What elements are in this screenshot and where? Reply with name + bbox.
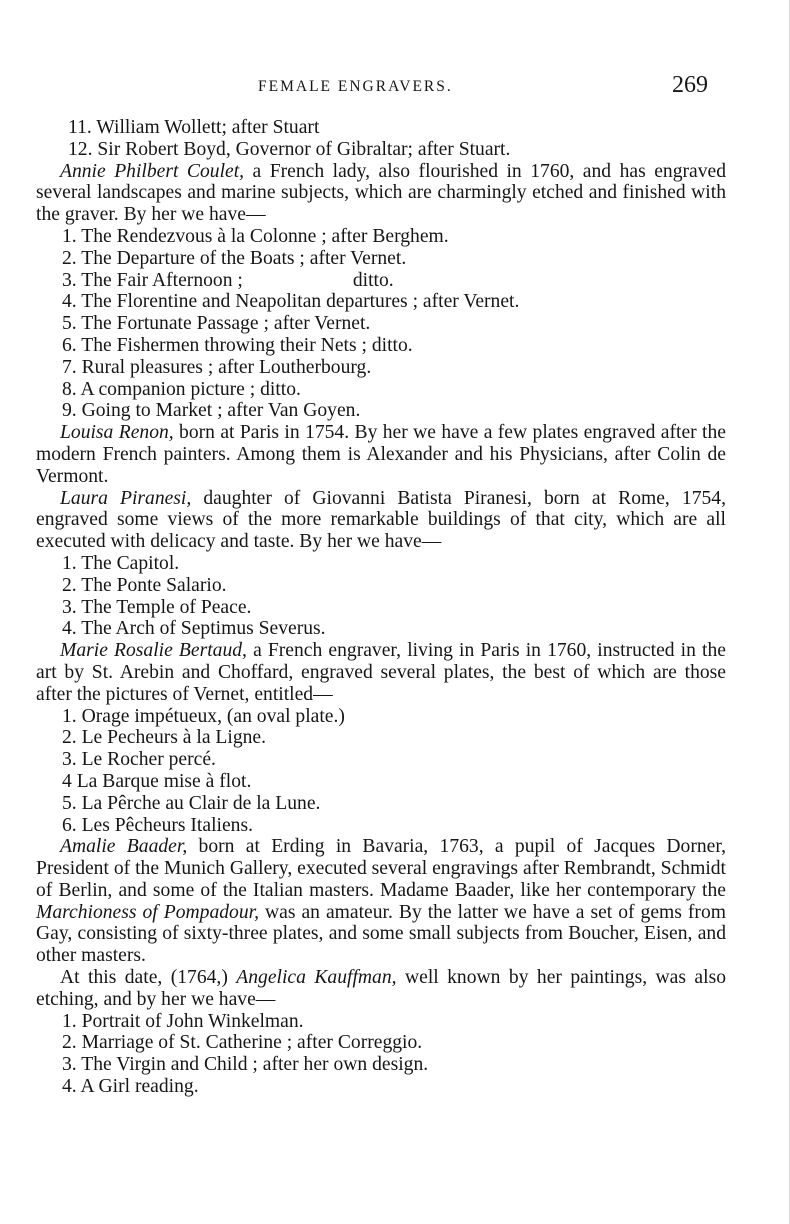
list-item: 2. The Ponte Salario. <box>62 574 227 596</box>
list-item: 2. Le Pecheurs à la Ligne. <box>62 727 267 749</box>
engraver-name: Louisa Renon, <box>60 422 174 444</box>
running-title: FEMALE ENGRAVERS. <box>258 78 453 95</box>
list-item <box>36 270 726 292</box>
paragraph-text: born at Paris in 1754. By her we have a few plates engraved after the modern French painters. Among them is Alexander and his Physicians, after Colin de Vermont. <box>36 422 726 487</box>
list-item: 12. Sir Robert Boyd, Governor of Gibraltar; after Stuart. <box>68 138 511 160</box>
engraver-name: Amalie Baader, <box>60 836 188 858</box>
list-item: 1. The Rendezvous à la Colonne ; after Berghem. <box>62 225 449 247</box>
paragraph-text: a French engraver, living in Paris in 1760, instructed in the art by St. Arebin and Choffard, engraved several plates, the best of which are those after the pictures of Vernet, entitled— <box>36 640 726 705</box>
list-item-text: 3. The Fair Afternoon ; <box>62 269 243 291</box>
paragraph-text: was an amateur. By the latter we have a set of gems from Gay, consisting of sixty-three plates, and some small subjects from Boucher, Eisen, and other masters. <box>36 901 726 967</box>
page-number: 269 <box>672 72 708 98</box>
list-item: 2. The Departure of the Boats ; after Vernet. <box>62 247 407 269</box>
list-item: 6. The Fishermen throwing their Nets ; ditto. <box>62 334 413 356</box>
paragraph-coulet <box>36 161 726 226</box>
paragraph-bertaud <box>36 640 726 705</box>
paragraph-text: daughter of Giovanni Batista Piranesi, born at Rome, 1754, engraved some views of the more remarkable buildings of that city, which are all executed with delicacy and taste. By her we have— <box>36 487 726 553</box>
paragraph-kauffman <box>36 967 726 1011</box>
list-item: 6. Les Pêcheurs Italiens. <box>62 814 253 836</box>
list-item: 8. A companion picture ; ditto. <box>62 378 301 400</box>
paragraph-text: well known by her paintings, was also etching, and by her we have— <box>36 967 726 1010</box>
list-item: 7. Rural pleasures ; after Loutherbourg. <box>62 356 372 378</box>
paragraph-baader <box>36 836 726 967</box>
list-item: 3. The Temple of Peace. <box>62 596 252 618</box>
list-item: 9. Going to Market ; after Van Goyen. <box>62 400 361 422</box>
engraver-name: Marie Rosalie Bertaud, <box>60 640 247 662</box>
list-item: 4 La Barque mise à flot. <box>62 770 252 792</box>
list-item: 5. The Fortunate Passage ; after Vernet. <box>62 313 371 335</box>
list-item: 1. The Capitol. <box>62 552 180 574</box>
engraver-name: Angelica Kauffman, <box>236 967 397 989</box>
engraver-name: Annie Philbert Coulet, <box>60 160 245 182</box>
list-item: 5. La Pêrche au Clair de la Lune. <box>62 792 321 814</box>
list-item: 4. The Arch of Septimus Severus. <box>62 618 326 640</box>
paragraph-text: born at Erding in Bavaria, 1763, a pupil of Jacques Dorner, President of the Munich Gallery, executed several engravings after Rembrandt, Schmidt of Berlin, and some of the Italian masters. Madame Baader, like her contemporary the <box>36 836 726 901</box>
list-item: 3. Le Rocher percé. <box>62 749 216 771</box>
engraver-name: Laura Piranesi, <box>60 487 192 509</box>
engraver-name: Marchioness of Pompadour, <box>36 901 259 923</box>
list-item: 3. The Virgin and Child ; after her own design. <box>62 1054 429 1076</box>
list-item: 2. Marriage of St. Catherine ; after Correggio. <box>62 1032 423 1054</box>
list-item-ditto: ditto. <box>352 269 394 291</box>
page-body <box>36 117 726 1098</box>
page-header <box>0 72 790 102</box>
list-item: 1. Orage impétueux, (an oval plate.) <box>62 705 345 727</box>
paragraph-piranesi <box>36 488 726 553</box>
list-item: 4. A Girl reading. <box>62 1076 199 1098</box>
list-item: 1. Portrait of John Winkelman. <box>62 1010 304 1032</box>
paragraph-renon <box>36 422 726 487</box>
list-item: 11. William Wollett; after Stuart <box>68 117 320 138</box>
paragraph-text: a French lady, also flourished in 1760, and has engraved several landscapes and marine subjects, which are charmingly etched and finished with the graver. By her we have— <box>36 160 726 226</box>
list-item: 4. The Florentine and Neapolitan departures ; after Vernet. <box>62 291 520 313</box>
paragraph-text: At this date, (1764,) <box>60 967 237 989</box>
